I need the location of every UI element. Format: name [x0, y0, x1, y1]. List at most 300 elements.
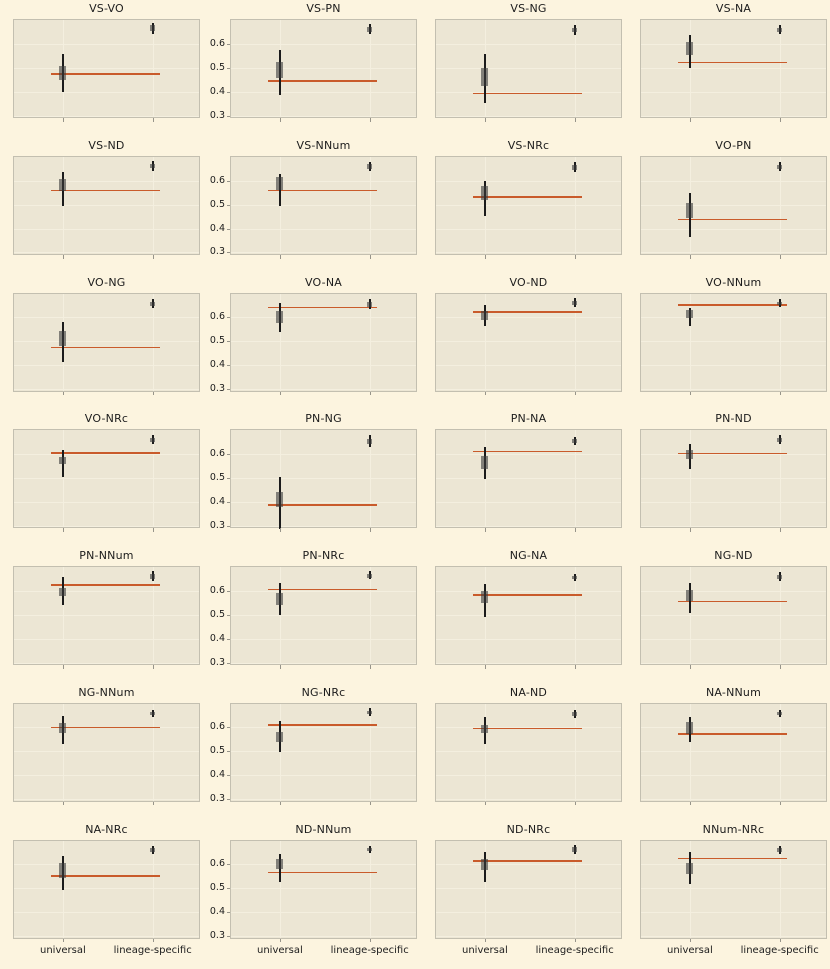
lineage-specific-box	[777, 165, 782, 169]
gridline-vertical	[575, 294, 576, 391]
lineage-specific-box	[572, 28, 577, 33]
plot-area	[640, 566, 827, 665]
baseline-line	[51, 452, 160, 454]
gridline-horizontal	[231, 252, 416, 253]
y-tick-label: 0.4	[209, 85, 225, 97]
gridline-horizontal	[14, 205, 199, 206]
gridline-horizontal	[14, 317, 199, 318]
gridline-vertical	[153, 20, 154, 117]
lineage-specific-box	[572, 847, 577, 851]
gridline-horizontal	[231, 888, 416, 889]
gridline-horizontal	[641, 365, 826, 366]
universal-box	[481, 725, 488, 733]
universal-box	[59, 179, 66, 191]
y-tick-label: 0.6	[209, 37, 225, 49]
baseline-line	[268, 80, 377, 82]
x-tick	[690, 939, 691, 943]
gridline-horizontal	[231, 478, 416, 479]
gridline-horizontal	[14, 341, 199, 342]
plot-area	[435, 293, 622, 392]
x-tick	[485, 528, 486, 532]
baseline-line	[268, 872, 377, 874]
gridline-horizontal	[641, 888, 826, 889]
gridline-horizontal	[641, 229, 826, 230]
lineage-specific-box	[777, 302, 782, 306]
gridline-horizontal	[231, 639, 416, 640]
gridline-horizontal	[641, 639, 826, 640]
x-tick-label: lineage-specific	[113, 945, 192, 956]
gridline-vertical	[370, 20, 371, 117]
universal-box	[276, 492, 283, 507]
gridline-horizontal	[641, 912, 826, 913]
x-tick	[575, 665, 576, 669]
baseline-line	[678, 219, 787, 221]
gridline-horizontal	[14, 502, 199, 503]
plot-area	[640, 840, 827, 939]
universal-box	[481, 859, 488, 871]
gridline-vertical	[690, 567, 691, 664]
gridline-vertical	[153, 294, 154, 391]
lineage-specific-box	[572, 576, 577, 580]
gridline-horizontal	[641, 181, 826, 182]
y-tick-label: 0.5	[209, 198, 225, 210]
subplot-title: NG-ND	[714, 549, 753, 563]
x-tick	[690, 392, 691, 396]
subplot-title: NG-NA	[509, 549, 548, 563]
y-tick-label: 0.3	[209, 383, 225, 395]
baseline-line	[473, 860, 582, 862]
baseline-line	[51, 347, 160, 349]
x-tick	[575, 255, 576, 259]
lineage-specific-box	[150, 302, 155, 306]
baseline-line	[473, 311, 582, 313]
plot-area	[230, 429, 417, 528]
y-tick	[227, 116, 231, 117]
x-tick	[370, 392, 371, 396]
y-tick-label: 0.3	[209, 929, 225, 941]
baseline-line	[51, 584, 160, 586]
x-tick	[63, 118, 64, 122]
y-tick-label: 0.4	[209, 632, 225, 644]
subplot-title: NA-NRc	[85, 822, 128, 836]
y-tick	[227, 341, 231, 342]
x-tick	[575, 528, 576, 532]
x-tick	[63, 939, 64, 943]
gridline-horizontal	[231, 591, 416, 592]
x-tick	[780, 665, 781, 669]
x-tick	[690, 802, 691, 806]
gridline-vertical	[370, 567, 371, 664]
universal-box	[276, 177, 283, 190]
x-tick	[370, 118, 371, 122]
plot-area	[13, 703, 200, 802]
y-tick-label: 0.3	[209, 109, 225, 121]
gridline-horizontal	[14, 68, 199, 69]
gridline-horizontal	[14, 888, 199, 889]
y-tick	[227, 252, 231, 253]
subplot-title: VO-ND	[509, 275, 548, 289]
gridline-vertical	[153, 567, 154, 664]
x-tick	[63, 802, 64, 806]
baseline-line	[268, 307, 377, 309]
y-tick	[227, 478, 231, 479]
y-tick-label: 0.3	[209, 656, 225, 668]
gridline-horizontal	[231, 181, 416, 182]
x-tick	[780, 255, 781, 259]
gridline-horizontal	[14, 639, 199, 640]
gridline-vertical	[575, 430, 576, 527]
gridline-horizontal	[641, 663, 826, 664]
lineage-specific-box	[777, 28, 782, 32]
plot-area	[435, 840, 622, 939]
subplot-title: NA-ND	[509, 685, 548, 699]
gridline-horizontal	[436, 229, 621, 230]
gridline-horizontal	[231, 912, 416, 913]
baseline-line	[678, 601, 787, 603]
lineage-specific-box	[777, 438, 782, 442]
gridline-horizontal	[436, 912, 621, 913]
lineage-specific-box	[777, 848, 782, 852]
y-tick-label: 0.6	[209, 448, 225, 459]
gridline-horizontal	[14, 229, 199, 230]
subplot-title: PN-ND	[715, 412, 752, 426]
gridline-horizontal	[231, 775, 416, 776]
gridline-horizontal	[14, 44, 199, 45]
baseline-line	[268, 504, 377, 506]
gridline-horizontal	[641, 615, 826, 616]
y-tick	[227, 615, 231, 616]
subplot-title: PN-NA	[510, 412, 547, 426]
y-tick-label: 0.5	[209, 471, 225, 483]
plot-area	[13, 840, 200, 939]
subplot-title: VS-NG	[510, 2, 547, 16]
subplot-title: VO-NG	[87, 275, 126, 289]
gridline-horizontal	[231, 454, 416, 455]
subplot-title: ND-NRc	[506, 822, 551, 836]
x-tick	[575, 392, 576, 396]
y-tick	[227, 205, 231, 206]
gridline-horizontal	[436, 775, 621, 776]
gridline-horizontal	[436, 936, 621, 937]
y-tick	[227, 454, 231, 455]
lineage-specific-box	[572, 712, 577, 716]
lineage-specific-box	[777, 575, 782, 579]
y-tick-label: 0.4	[209, 769, 225, 781]
x-tick	[63, 665, 64, 669]
gridline-horizontal	[436, 116, 621, 117]
baseline-line	[678, 453, 787, 455]
x-tick	[485, 802, 486, 806]
y-tick-label: 0.3	[209, 246, 225, 258]
x-tick	[63, 255, 64, 259]
plot-area	[13, 156, 200, 255]
gridline-horizontal	[641, 205, 826, 206]
y-tick	[227, 936, 231, 937]
y-tick	[227, 502, 231, 503]
y-tick-label: 0.6	[209, 858, 225, 870]
x-tick-label: lineage-specific	[535, 945, 614, 956]
gridline-vertical	[63, 430, 64, 527]
x-tick	[780, 118, 781, 122]
x-tick	[690, 255, 691, 259]
universal-box	[59, 457, 66, 464]
gridline-vertical	[153, 704, 154, 801]
subplot-title: VS-NRc	[507, 139, 550, 152]
y-tick	[227, 591, 231, 592]
subplot-title: VS-NA	[715, 2, 752, 16]
plot-area	[640, 156, 827, 255]
y-tick	[227, 526, 231, 527]
universal-box	[686, 42, 693, 55]
lineage-specific-box	[150, 164, 155, 168]
baseline-line	[678, 858, 787, 860]
gridline-horizontal	[231, 44, 416, 45]
baseline-line	[51, 190, 160, 192]
plot-area	[230, 703, 417, 802]
gridline-horizontal	[641, 252, 826, 253]
y-tick	[227, 181, 231, 182]
gridline-horizontal	[641, 44, 826, 45]
gridline-horizontal	[14, 181, 199, 182]
x-tick	[153, 118, 154, 122]
plot-area	[230, 840, 417, 939]
y-tick-label: 0.5	[209, 745, 225, 757]
lineage-specific-box	[150, 712, 155, 716]
universal-box	[59, 66, 66, 80]
gridline-horizontal	[231, 116, 416, 117]
plot-area	[230, 19, 417, 118]
gridline-vertical	[780, 430, 781, 527]
y-tick	[227, 888, 231, 889]
gridline-horizontal	[14, 389, 199, 390]
gridline-horizontal	[14, 92, 199, 93]
subplot-title: VO-NA	[304, 275, 343, 289]
y-tick	[227, 68, 231, 69]
gridline-horizontal	[436, 341, 621, 342]
gridline-vertical	[575, 841, 576, 938]
y-tick-label: 0.4	[209, 495, 225, 507]
plot-area	[13, 566, 200, 665]
y-tick	[227, 751, 231, 752]
baseline-line	[51, 875, 160, 877]
x-tick	[63, 392, 64, 396]
baseline-line	[268, 190, 377, 192]
x-tick	[370, 802, 371, 806]
gridline-horizontal	[231, 615, 416, 616]
x-tick	[690, 528, 691, 532]
gridline-horizontal	[641, 799, 826, 800]
subplot-title: VS-VO	[89, 2, 124, 16]
gridline-horizontal	[14, 116, 199, 117]
baseline-line	[51, 73, 160, 75]
gridline-horizontal	[436, 888, 621, 889]
x-tick	[575, 118, 576, 122]
x-tick-label: universal	[257, 945, 303, 956]
gridline-horizontal	[231, 502, 416, 503]
x-tick-label: universal	[40, 945, 86, 956]
x-tick	[153, 528, 154, 532]
x-tick-label: universal	[667, 945, 713, 956]
gridline-horizontal	[436, 205, 621, 206]
gridline-horizontal	[641, 936, 826, 937]
universal-box	[59, 723, 66, 733]
subplot-title: PN-NRc	[302, 549, 345, 563]
plot-area	[640, 429, 827, 528]
x-tick	[485, 118, 486, 122]
universal-box	[276, 859, 283, 869]
universal-box	[276, 593, 283, 605]
x-tick	[780, 939, 781, 943]
gridline-horizontal	[641, 751, 826, 752]
subplot-title: PN-NNum	[79, 549, 134, 563]
baseline-line	[473, 728, 582, 730]
gridline-vertical	[370, 157, 371, 254]
gridline-horizontal	[436, 502, 621, 503]
gridline-horizontal	[436, 799, 621, 800]
plot-area	[230, 566, 417, 665]
gridline-horizontal	[641, 341, 826, 342]
gridline-horizontal	[641, 864, 826, 865]
x-tick	[575, 802, 576, 806]
gridline-vertical	[370, 704, 371, 801]
subplot-title: ND-NNum	[295, 822, 352, 836]
y-tick	[227, 864, 231, 865]
y-tick-label: 0.3	[209, 793, 225, 805]
gridline-horizontal	[436, 454, 621, 455]
gridline-horizontal	[231, 205, 416, 206]
gridline-horizontal	[641, 526, 826, 527]
lineage-specific-box	[572, 165, 577, 170]
y-tick-label: 0.6	[209, 311, 225, 323]
gridline-horizontal	[14, 526, 199, 527]
lineage-specific-box	[367, 27, 372, 32]
gridline-horizontal	[14, 615, 199, 616]
gridline-horizontal	[641, 727, 826, 728]
gridline-vertical	[780, 841, 781, 938]
subplot-title: VO-NRc	[84, 412, 129, 426]
universal-box	[686, 450, 693, 459]
x-tick	[485, 939, 486, 943]
x-tick	[485, 392, 486, 396]
x-tick	[485, 255, 486, 259]
y-tick	[227, 44, 231, 45]
gridline-horizontal	[14, 454, 199, 455]
gridline-horizontal	[231, 799, 416, 800]
gridline-vertical	[280, 567, 281, 664]
lineage-specific-box	[367, 302, 372, 307]
plot-area	[13, 293, 200, 392]
gridline-horizontal	[231, 936, 416, 937]
y-tick-label: 0.5	[209, 882, 225, 893]
y-tick	[227, 912, 231, 913]
gridline-horizontal	[231, 526, 416, 527]
gridline-horizontal	[231, 663, 416, 664]
x-tick	[153, 255, 154, 259]
plot-area	[13, 429, 200, 528]
lineage-specific-box	[367, 574, 372, 578]
x-tick	[485, 665, 486, 669]
gridline-horizontal	[14, 864, 199, 865]
subplot-title: NG-NNum	[78, 685, 135, 699]
gridline-vertical	[780, 157, 781, 254]
gridline-horizontal	[14, 936, 199, 937]
baseline-line	[678, 304, 787, 306]
x-tick	[280, 939, 281, 943]
universal-box	[481, 186, 488, 199]
universal-box	[481, 68, 488, 86]
gridline-vertical	[780, 704, 781, 801]
plot-area	[640, 19, 827, 118]
subplot-title: VS-PN	[306, 2, 341, 16]
plot-area	[640, 293, 827, 392]
lineage-specific-box	[150, 25, 155, 31]
gridline-horizontal	[14, 751, 199, 752]
gridline-horizontal	[641, 454, 826, 455]
lineage-specific-box	[572, 301, 577, 305]
y-tick	[227, 229, 231, 230]
gridline-horizontal	[641, 116, 826, 117]
gridline-horizontal	[14, 478, 199, 479]
subplot-title: VS-NNum	[296, 139, 351, 152]
x-tick	[153, 665, 154, 669]
lineage-specific-box	[367, 848, 372, 852]
gridline-horizontal	[641, 389, 826, 390]
lineage-specific-box	[367, 439, 372, 444]
y-tick	[227, 365, 231, 366]
gridline-horizontal	[436, 478, 621, 479]
gridline-horizontal	[641, 478, 826, 479]
universal-box	[686, 863, 693, 875]
baseline-line	[678, 733, 787, 735]
gridline-horizontal	[231, 751, 416, 752]
y-tick	[227, 727, 231, 728]
gridline-horizontal	[436, 181, 621, 182]
subplot-title: PN-NG	[305, 412, 342, 426]
gridline-horizontal	[231, 92, 416, 93]
gridline-horizontal	[436, 591, 621, 592]
x-tick	[780, 392, 781, 396]
gridline-horizontal	[641, 591, 826, 592]
universal-box	[59, 331, 66, 346]
gridline-horizontal	[436, 526, 621, 527]
gridline-horizontal	[231, 341, 416, 342]
gridline-horizontal	[14, 591, 199, 592]
baseline-line	[51, 727, 160, 729]
baseline-line	[268, 589, 377, 591]
gridline-horizontal	[14, 365, 199, 366]
gridline-horizontal	[231, 317, 416, 318]
gridline-horizontal	[436, 663, 621, 664]
lineage-specific-box	[150, 438, 155, 442]
gridline-vertical	[780, 567, 781, 664]
x-tick	[63, 528, 64, 532]
baseline-line	[473, 93, 582, 95]
gridline-horizontal	[231, 229, 416, 230]
lineage-specific-box	[777, 712, 782, 716]
y-tick-label: 0.5	[209, 61, 225, 73]
plot-area	[435, 429, 622, 528]
gridline-horizontal	[436, 317, 621, 318]
gridline-horizontal	[436, 44, 621, 45]
gridline-horizontal	[14, 775, 199, 776]
universal-box	[686, 722, 693, 734]
gridline-vertical	[153, 430, 154, 527]
universal-box	[59, 588, 66, 596]
baseline-line	[678, 62, 787, 64]
x-tick	[370, 665, 371, 669]
gridline-horizontal	[231, 389, 416, 390]
gridline-horizontal	[436, 615, 621, 616]
